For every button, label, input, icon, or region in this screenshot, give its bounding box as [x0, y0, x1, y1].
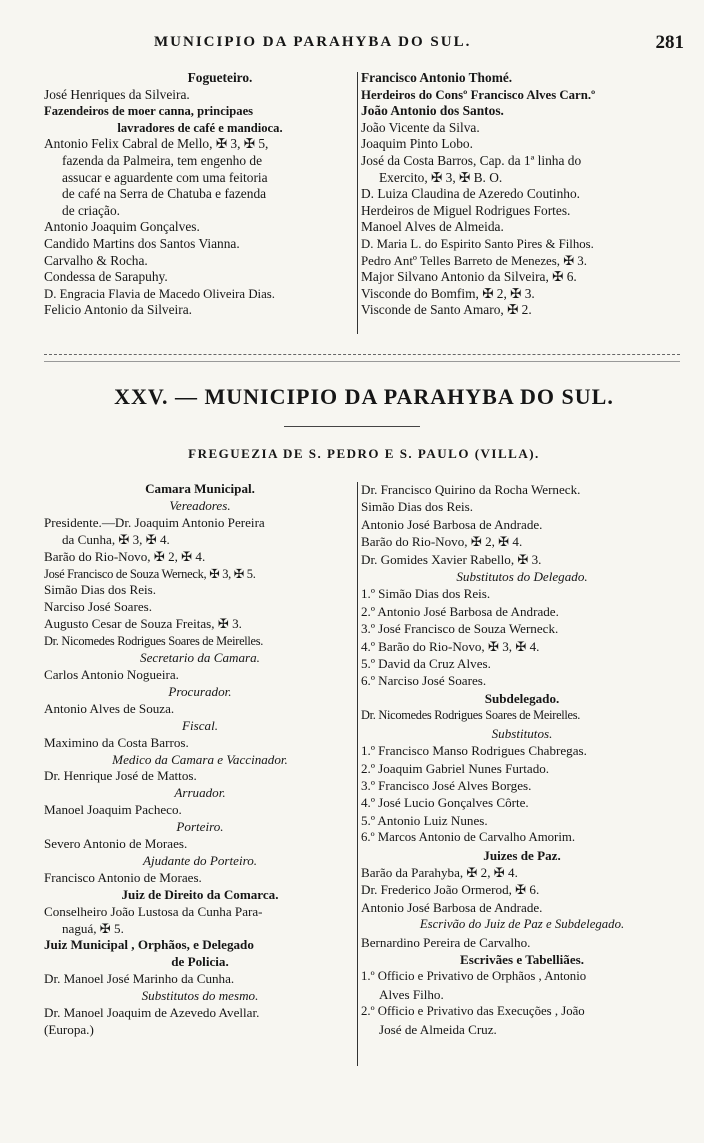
list-item: D. Engracia Flavia de Macedo Oliveira Dias.	[44, 286, 275, 301]
list-item-cont: da Cunha, ✠ 3, ✠ 4.	[62, 531, 170, 547]
list-item: Manoel Alves de Almeida.	[361, 219, 504, 235]
heading-camara: Camara Municipal.	[145, 481, 255, 496]
list-item: João Antonio dos Santos.	[361, 103, 504, 119]
subheading: Substitutos.	[491, 725, 553, 741]
heading-fazendeiros: Fazendeiros de moer canna, principaes	[44, 104, 254, 119]
subheading: Substitutos do mesmo.	[141, 988, 259, 1004]
list-item: 2.º Antonio José Barbosa de Andrade.	[361, 603, 559, 619]
column-rule-bottom	[357, 482, 358, 1066]
list-item: 3.º José Francisco de Souza Werneck.	[361, 621, 559, 637]
heading-juizes-paz: Juizes de Paz.	[483, 847, 561, 863]
list-item: José Henriques da Silveira.	[44, 86, 190, 102]
list-item: Antonio José Barbosa de Andrade.	[361, 899, 543, 915]
list-item: Dr. Nicomedes Rodrigues Soares de Meirelles.	[361, 708, 581, 723]
list-item: João Vicente da Silva.	[361, 119, 480, 135]
list-item: Augusto Cesar de Souza Freitas, ✠ 3.	[44, 616, 242, 632]
list-item-cont: de café na Serra de Chatuba e fazenda	[62, 186, 267, 202]
list-item: Condessa de Sarapuhy.	[44, 269, 168, 285]
list-item: 1.º Officio e Privativo de Orphãos , Antonio	[361, 969, 587, 984]
list-item: Carlos Antonio Nogueira.	[44, 666, 179, 682]
list-item: Francisco Antonio de Moraes.	[44, 869, 202, 885]
list-item: Dr. Nicomedes Rodrigues Soares de Meirelles.	[44, 634, 264, 649]
list-item: Presidente.—Dr. Joaquim Antonio Pereira	[44, 514, 265, 530]
list-item: Dr. Gomides Xavier Rabello, ✠ 3.	[361, 551, 542, 567]
list-item: Manoel Joaquim Pacheco.	[44, 802, 182, 818]
list-item: 2.º Joaquim Gabriel Nunes Furtado.	[361, 760, 550, 776]
list-item-cont: Alves Filho.	[379, 986, 444, 1002]
list-item: Major Silvano Antonio da Silveira, ✠ 6.	[361, 269, 577, 285]
list-item: Bernardino Pereira de Carvalho.	[361, 934, 531, 950]
column-rule-top	[357, 72, 358, 334]
list-item-cont: fazenda da Palmeira, tem engenho de	[62, 152, 263, 168]
heading-juiz-direito: Juiz de Direito da Comarca.	[121, 886, 279, 902]
list-item: Conselheiro João Lustosa da Cunha Para-	[44, 903, 263, 919]
list-item: José Francisco de Souza Werneck, ✠ 3, ✠ 5.	[44, 566, 256, 581]
list-item: Severo Antonio de Moraes.	[44, 836, 188, 852]
subheading: Escrivão do Juiz de Paz e Subdelegado.	[419, 917, 625, 932]
subheading: Vereadores.	[169, 497, 231, 513]
list-item: 5.º David da Cruz Alves.	[361, 656, 491, 672]
list-item: D. Luiza Claudina de Azeredo Coutinho.	[361, 186, 581, 202]
list-item: Carvalho & Rocha.	[44, 252, 148, 268]
list-item: Maximino da Costa Barros.	[44, 734, 189, 750]
subheading: Procurador.	[168, 683, 232, 699]
list-item-cont: Exercito, ✠ 3, ✠ B. O.	[379, 169, 503, 185]
list-item: Antonio José Barbosa de Andrade.	[361, 516, 543, 532]
heading-juiz-municipal-cont: de Policia.	[171, 954, 229, 970]
subheading: Porteiro.	[176, 819, 224, 835]
list-item: Dr. Manoel José Marinho da Cunha.	[44, 971, 235, 987]
bottom-left-column	[44, 481, 356, 1039]
list-item: 4.º José Lucio Gonçalves Côrte.	[361, 795, 529, 811]
list-item: Visconde de Santo Amaro, ✠ 2.	[361, 302, 532, 318]
bottom-right-column	[361, 481, 683, 1038]
subheading: Substitutos do Delegado.	[456, 569, 588, 585]
subheading: Medico da Camara e Vaccinador.	[112, 751, 288, 767]
list-item: Dr. Frederico João Ormerod, ✠ 6.	[361, 882, 540, 898]
top-right-column	[361, 70, 683, 319]
subheading: Ajudante do Porteiro.	[142, 852, 258, 868]
list-item: 4.º Barão do Rio-Novo, ✠ 3, ✠ 4.	[361, 638, 540, 654]
section-title: XXV. — MUNICIPIO DA PARAHYBA DO SUL.	[114, 384, 614, 409]
list-item: Herdeiros do Consº Francisco Alves Carn.º	[361, 87, 596, 102]
list-item: 2.º Officio e Privativo das Execuções , João	[361, 1004, 585, 1019]
heading-juiz-municipal: Juiz Municipal , Orphãos, e Delegado	[44, 937, 254, 953]
list-item: Simão Dias dos Reis.	[361, 499, 474, 515]
list-item: Barão da Parahyba, ✠ 2, ✠ 4.	[361, 864, 518, 880]
heading-subdelegado: Subdelegado.	[484, 690, 560, 706]
page-number: 281	[655, 32, 684, 53]
list-item: Visconde do Bomfim, ✠ 2, ✠ 3.	[361, 285, 535, 301]
list-item: 1.º Francisco Manso Rodrigues Chabregas.	[361, 743, 587, 759]
list-item: Candido Martins dos Santos Vianna.	[44, 235, 240, 251]
list-item: Antonio Joaquim Gonçalves.	[44, 219, 200, 235]
subheading: Secretario da Camara.	[140, 650, 260, 666]
list-item: 5.º Antonio Luiz Nunes.	[361, 812, 488, 828]
list-item: Pedro Antº Telles Barreto de Menezes, ✠ 3.	[361, 253, 587, 268]
list-item: Antonio Alves de Souza.	[44, 700, 175, 716]
list-item: Simão Dias dos Reis.	[44, 582, 157, 598]
list-item: 6.º Narciso José Soares.	[361, 673, 487, 689]
list-item: D. Maria L. do Espirito Santo Pires & Filhos.	[361, 236, 594, 251]
section-rule	[284, 426, 420, 427]
list-item: Joaquim Pinto Lobo.	[361, 136, 473, 152]
list-item: Herdeiros de Miguel Rodrigues Fortes.	[361, 202, 571, 218]
list-item-cont: de criação.	[62, 202, 120, 218]
list-item: (Europa.)	[44, 1022, 94, 1037]
heading-escrivaes: Escrivães e Tabelliães.	[459, 951, 585, 967]
list-item: Francisco Antonio Thomé.	[361, 70, 513, 85]
list-item: Barão do Rio-Novo, ✠ 2, ✠ 4.	[361, 534, 523, 550]
top-left-column	[44, 70, 356, 319]
list-item: 1.º Simão Dias dos Reis.	[361, 586, 491, 602]
parish-title: FREGUEZIA DE S. PEDRO E S. PAULO (VILLA).	[188, 446, 540, 461]
list-item: Felicio Antonio da Silveira.	[44, 302, 193, 318]
list-item: Dr. Manoel Joaquim de Azevedo Avellar.	[44, 1005, 260, 1021]
list-item: Barão do Rio-Novo, ✠ 2, ✠ 4.	[44, 548, 206, 564]
subheading: Arruador.	[174, 785, 226, 801]
list-item: Dr. Francisco Quirino da Rocha Werneck.	[361, 482, 581, 497]
section-divider	[44, 354, 680, 362]
running-title: MUNICIPIO DA PARAHYBA DO SUL.	[154, 34, 472, 50]
list-item: José da Costa Barros, Cap. da 1ª linha do	[361, 152, 582, 168]
heading-fazendeiros-cont: lavradores de café e mandioca.	[117, 120, 283, 135]
running-head	[44, 34, 684, 62]
list-item: Antonio Felix Cabral de Mello, ✠ 3, ✠ 5,	[44, 136, 269, 152]
list-item: Narciso José Soares.	[44, 599, 152, 615]
list-item: 3.º Francisco José Alves Borges.	[361, 777, 532, 793]
list-item-cont: José de Almeida Cruz.	[379, 1021, 497, 1037]
list-item-cont: naguá, ✠ 5.	[62, 920, 124, 936]
list-item: Dr. Henrique José de Mattos.	[44, 768, 197, 784]
list-item: 6.º Marcos Antonio de Carvalho Amorim.	[361, 830, 576, 845]
list-item-cont: assucar e aguardente com uma feitoria	[62, 169, 268, 185]
subheading: Fiscal.	[181, 717, 218, 733]
heading-fogueteiro: Fogueteiro.	[187, 70, 253, 85]
